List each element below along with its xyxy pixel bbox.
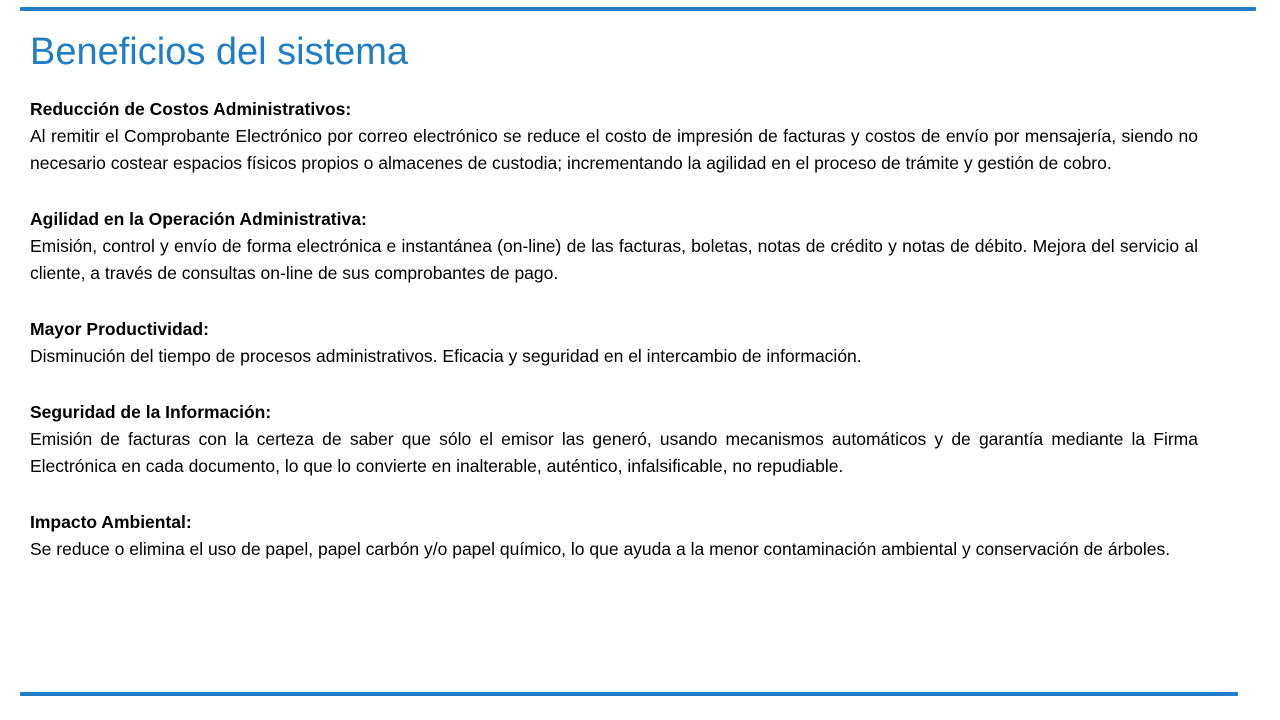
- top-divider: [20, 7, 1256, 11]
- benefit-description: Emisión de facturas con la certeza de saber que sólo el emisor las generó, usando mecanismos automáticos y de garantía mediante la Firma Electrónica en cada documento, lo que lo convierte en inalterable, auténtico, infalsificable, no repudiable.: [30, 429, 1198, 476]
- benefit-section-productivity: [30, 316, 1198, 370]
- benefits-content: [30, 96, 1198, 592]
- benefit-description: Emisión, control y envío de forma electrónica e instantánea (on-line) de las facturas, boletas, notas de crédito y notas de débito. Mejora del servicio al cliente, a través de consultas on-line de sus comprobantes de pago.: [30, 236, 1198, 283]
- benefit-section-agility: [30, 206, 1198, 287]
- benefit-description: Al remitir el Comprobante Electrónico por correo electrónico se reduce el costo de impresión de facturas y costos de envío por mensajería, siendo no necesario costear espacios físicos propios o almacenes de custodia; incrementando la agilidad en el proceso de trámite y gestión de cobro.: [30, 126, 1198, 173]
- benefit-heading: Reducción de Costos Administrativos:: [30, 99, 352, 119]
- benefit-section-environment: [30, 509, 1198, 563]
- benefit-section-security: [30, 399, 1198, 480]
- benefit-description: Disminución del tiempo de procesos administrativos. Eficacia y seguridad en el intercambio de información.: [30, 346, 862, 366]
- benefit-description: Se reduce o elimina el uso de papel, papel carbón y/o papel químico, lo que ayuda a la menor contaminación ambiental y conservación de árboles.: [30, 539, 1171, 559]
- benefit-heading: Agilidad en la Operación Administrativa:: [30, 209, 367, 229]
- benefit-heading: Impacto Ambiental:: [30, 512, 192, 532]
- benefit-section-cost-reduction: [30, 96, 1198, 177]
- slide-title: Beneficios del sistema: [30, 31, 409, 73]
- benefit-heading: Seguridad de la Información:: [30, 402, 272, 422]
- bottom-divider: [20, 692, 1238, 696]
- benefit-heading: Mayor Productividad:: [30, 319, 209, 339]
